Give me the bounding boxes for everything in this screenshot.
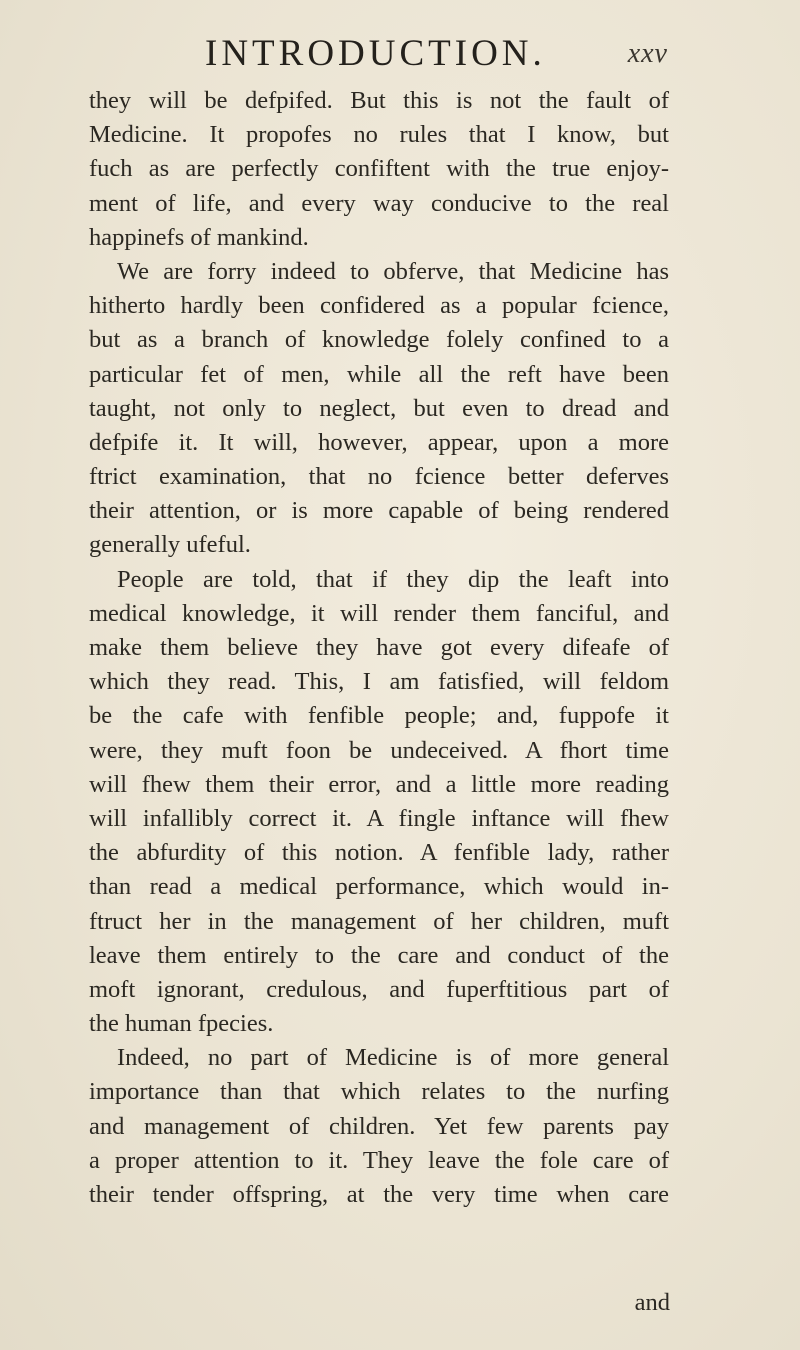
text-line: a proper attention to it. They leave the fole care of xyxy=(89,1146,669,1174)
text-line: defpife it. It will, however, appear, upon a more xyxy=(89,428,669,456)
paragraph-2 xyxy=(89,255,669,563)
text-line: their tender offspring, at the very time when care xyxy=(89,1181,669,1208)
text-line: ftrict examination, that no fcience better deferves xyxy=(89,463,669,491)
text-line: generally ufeful. xyxy=(89,531,251,559)
text-line: the human fpecies. xyxy=(89,1010,274,1038)
text-line: than read a medical performance, which would in- xyxy=(89,873,669,901)
text-line: happinefs of mankind. xyxy=(89,223,309,251)
paragraph-4 xyxy=(89,1041,669,1212)
paragraph-3 xyxy=(89,563,669,1042)
text-line: and management of children. Yet few parents pay xyxy=(89,1112,669,1140)
page-number: xxv xyxy=(627,38,668,69)
text-line: particular fet of men, while all the reft have been xyxy=(89,360,669,388)
text-line: will fhew them their error, and a little more reading xyxy=(89,770,669,798)
text-line: ftruct her in the management of her children, muft xyxy=(89,907,669,935)
text-line: their attention, or is more capable of being rendered xyxy=(89,497,669,525)
text-line: Medicine. It propofes no rules that I know, but xyxy=(89,121,669,149)
text-line: make them believe they have got every difeafe of xyxy=(89,634,669,661)
body-text xyxy=(89,84,669,1212)
catchword: and xyxy=(634,1289,670,1316)
text-line: taught, not only to neglect, but even to dread and xyxy=(89,394,669,422)
text-line: were, they muft foon be undeceived. A fhort time xyxy=(89,736,669,764)
text-line: hitherto hardly been confidered as a popular fcience, xyxy=(89,292,669,320)
text-line: fuch as are perfectly confiftent with the true enjoy- xyxy=(89,155,669,183)
text-line: the abfurdity of this notion. A fenfible lady, rather xyxy=(89,839,669,867)
text-line: which they read. This, I am fatisfied, will feldom xyxy=(89,668,669,696)
running-head-title: INTRODUCTION. xyxy=(205,33,546,74)
paragraph-1 xyxy=(89,84,669,255)
text-line: medical knowledge, it will render them fanciful, and xyxy=(89,599,669,627)
text-line: People are told, that if they dip the leaft into xyxy=(117,565,669,593)
text-line: We are forry indeed to obferve, that Medicine has xyxy=(117,257,669,285)
text-line: be the cafe with fenfible people; and, fuppofe it xyxy=(89,702,669,730)
text-line: importance than that which relates to the nurfing xyxy=(89,1078,669,1106)
text-line: but as a branch of knowledge folely confined to a xyxy=(89,326,669,354)
text-line: ment of life, and every way conducive to the real xyxy=(89,189,669,217)
text-line: leave them entirely to the care and conduct of the xyxy=(89,941,669,969)
running-head xyxy=(0,26,800,76)
text-line: they will be defpifed. But this is not the fault of xyxy=(89,87,669,114)
text-line: moft ignorant, credulous, and fuperftitious part of xyxy=(89,975,669,1003)
text-line: will infallibly correct it. A fingle inftance will fhew xyxy=(89,804,669,832)
text-line: Indeed, no part of Medicine is of more general xyxy=(117,1044,669,1072)
